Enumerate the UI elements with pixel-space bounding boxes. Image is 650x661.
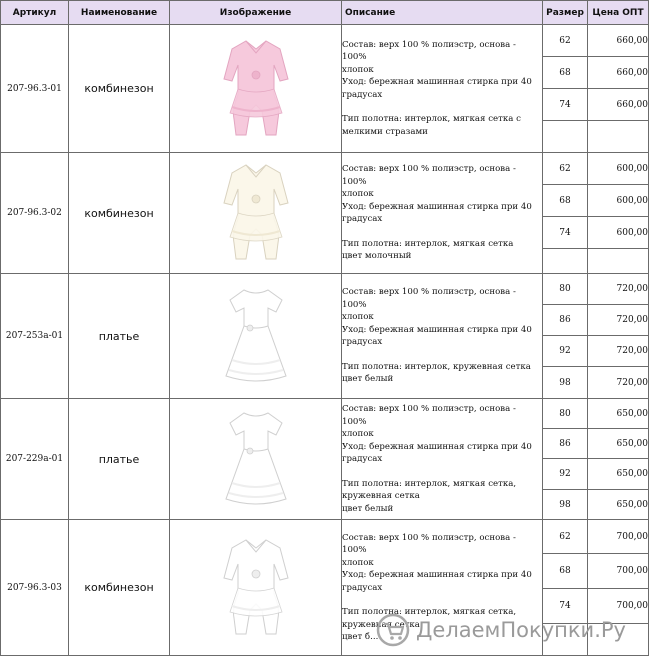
watermark-text: ДелаемПокупки.Ру [416, 618, 626, 642]
price-cell: 660,00 [588, 57, 649, 89]
header-article: Артикул [1, 1, 69, 25]
product-name-cell: комбинезон [69, 25, 170, 153]
price-cell: 720,00 [588, 336, 649, 367]
description-line: мелкими стразами [342, 126, 428, 137]
description-line: градусах [342, 89, 383, 100]
table-row [1, 274, 649, 305]
white-romper-icon [216, 534, 296, 642]
size-cell: 74 [543, 89, 588, 121]
price-cell: 650,00 [588, 490, 649, 520]
white-dress-icon [216, 282, 296, 390]
description-line: хлопок [342, 429, 374, 439]
description-line: цвет белый [342, 503, 394, 514]
header-row [1, 1, 649, 25]
product-name-cell: комбинезон [69, 520, 170, 656]
description-line: кружевная сетка [342, 619, 420, 630]
description-line [342, 466, 542, 478]
size-cell: 62 [543, 153, 588, 185]
price-cell: 700,00 [588, 520, 649, 554]
size-cell: 80 [543, 274, 588, 305]
description-line: Тип полотна: интерлок, мягкая сетка с [342, 114, 521, 125]
size-cell: 74 [543, 217, 588, 249]
article-cell: 207-96.3-02 [1, 153, 69, 274]
price-cell: 650,00 [588, 459, 649, 490]
size-cell: 74 [543, 589, 588, 624]
price-cell: 720,00 [588, 274, 649, 305]
description-line: цвет б... [342, 632, 379, 642]
product-image-cell [170, 153, 342, 274]
watermark [376, 613, 626, 647]
description-line: градусах [342, 214, 383, 225]
description-line: Состав: верх 100 % полиэстр, основа - 100% [342, 404, 516, 427]
price-cell: 700,00 [588, 554, 649, 589]
price-cell: 600,00 [588, 217, 649, 249]
price-cell: 720,00 [588, 305, 649, 336]
header-name: Наименование [69, 1, 170, 25]
price-cell: 660,00 [588, 89, 649, 121]
article-cell: 207-253а-01 [1, 274, 69, 399]
size-cell: 92 [543, 336, 588, 367]
description-line: Уход: бережная машинная стирка при 40 [342, 77, 532, 88]
product-image-cell [170, 274, 342, 399]
description-line: хлопок [342, 189, 374, 200]
price-cell [588, 249, 649, 274]
article-cell: 207-96.3-01 [1, 25, 69, 153]
size-cell: 92 [543, 459, 588, 490]
description-line: хлопок [342, 557, 374, 568]
description-cell [342, 274, 543, 399]
header-price: Цена ОПТ [588, 1, 649, 25]
product-name-cell: платье [69, 274, 170, 399]
shopping-cart-logo-icon [376, 613, 410, 647]
price-cell: 600,00 [588, 185, 649, 217]
size-cell: 98 [543, 367, 588, 399]
product-name-cell: платье [69, 399, 170, 520]
description-line: хлопок [342, 64, 374, 75]
description-line: градусах [342, 454, 383, 464]
table-row [1, 399, 649, 429]
header-description: Описание [342, 1, 543, 25]
size-cell: 86 [543, 305, 588, 336]
description-cell [342, 399, 543, 520]
size-cell [543, 121, 588, 153]
description-line [342, 226, 542, 238]
description-cell [342, 153, 543, 274]
size-cell: 68 [543, 185, 588, 217]
product-image-cell [170, 399, 342, 520]
description-cell [342, 25, 543, 153]
description-line: цвет белый [342, 374, 394, 385]
price-cell: 600,00 [588, 153, 649, 185]
pink-romper-icon [216, 35, 296, 143]
description-line: Состав: верх 100 % полиэстр, основа - 100% [342, 287, 516, 310]
white-tulle-dress-icon [216, 405, 296, 513]
price-cell: 650,00 [588, 399, 649, 429]
size-cell: 68 [543, 554, 588, 589]
description-line: Тип полотна: интерлок, мягкая сетка [342, 238, 514, 249]
description-line: Тип полотна: интерлок, мягкая сетка, [342, 607, 517, 617]
size-cell [543, 249, 588, 274]
header-image: Изображение [170, 1, 342, 25]
product-image-cell [170, 520, 342, 656]
size-cell: 62 [543, 520, 588, 554]
table-row [1, 153, 649, 185]
price-cell [588, 121, 649, 153]
price-cell: 660,00 [588, 25, 649, 57]
product-image-cell [170, 25, 342, 153]
description-line: Уход: бережная машинная стирка при 40 [342, 570, 532, 580]
header-size: Размер [543, 1, 588, 25]
description-line: Тип полотна: интерлок, кружевная сетка [342, 361, 531, 372]
table-row [1, 520, 649, 554]
article-cell: 207-229а-01 [1, 399, 69, 520]
description-line [342, 349, 542, 361]
price-cell: 720,00 [588, 367, 649, 399]
description-line: Состав: верх 100 % полиэстр, основа - 100% [342, 39, 516, 63]
description-line: Уход: бережная машинная стирка при 40 [342, 324, 532, 335]
description-line: градусах [342, 337, 383, 348]
description-line: Тип полотна: интерлок, мягкая сетка, [342, 478, 517, 489]
description-line [342, 594, 542, 606]
description-line: Состав: верх 100 % полиэстр, основа - 100% [342, 532, 516, 555]
description-line: градусах [342, 582, 383, 593]
description-line [342, 101, 542, 113]
price-cell: 650,00 [588, 429, 649, 459]
description-line: Уход: бережная машинная стирка при 40 [342, 201, 532, 212]
size-cell: 98 [543, 490, 588, 520]
article-cell: 207-96.3-03 [1, 520, 69, 656]
size-cell: 68 [543, 57, 588, 89]
size-cell: 80 [543, 399, 588, 429]
description-line: Состав: верх 100 % полиэстр, основа - 100% [342, 164, 516, 187]
description-line: хлопок [342, 312, 374, 323]
milk-romper-icon [216, 159, 296, 267]
size-cell: 86 [543, 429, 588, 459]
size-cell: 62 [543, 25, 588, 57]
description-line: кружевная сетка [342, 491, 420, 501]
price-cell: 700,00 [588, 589, 649, 624]
description-line: Уход: бережная машинная стирка при 40 [342, 441, 532, 452]
product-name-cell: комбинезон [69, 153, 170, 274]
description-line: цвет молочный [342, 251, 412, 262]
table-row [1, 25, 649, 57]
